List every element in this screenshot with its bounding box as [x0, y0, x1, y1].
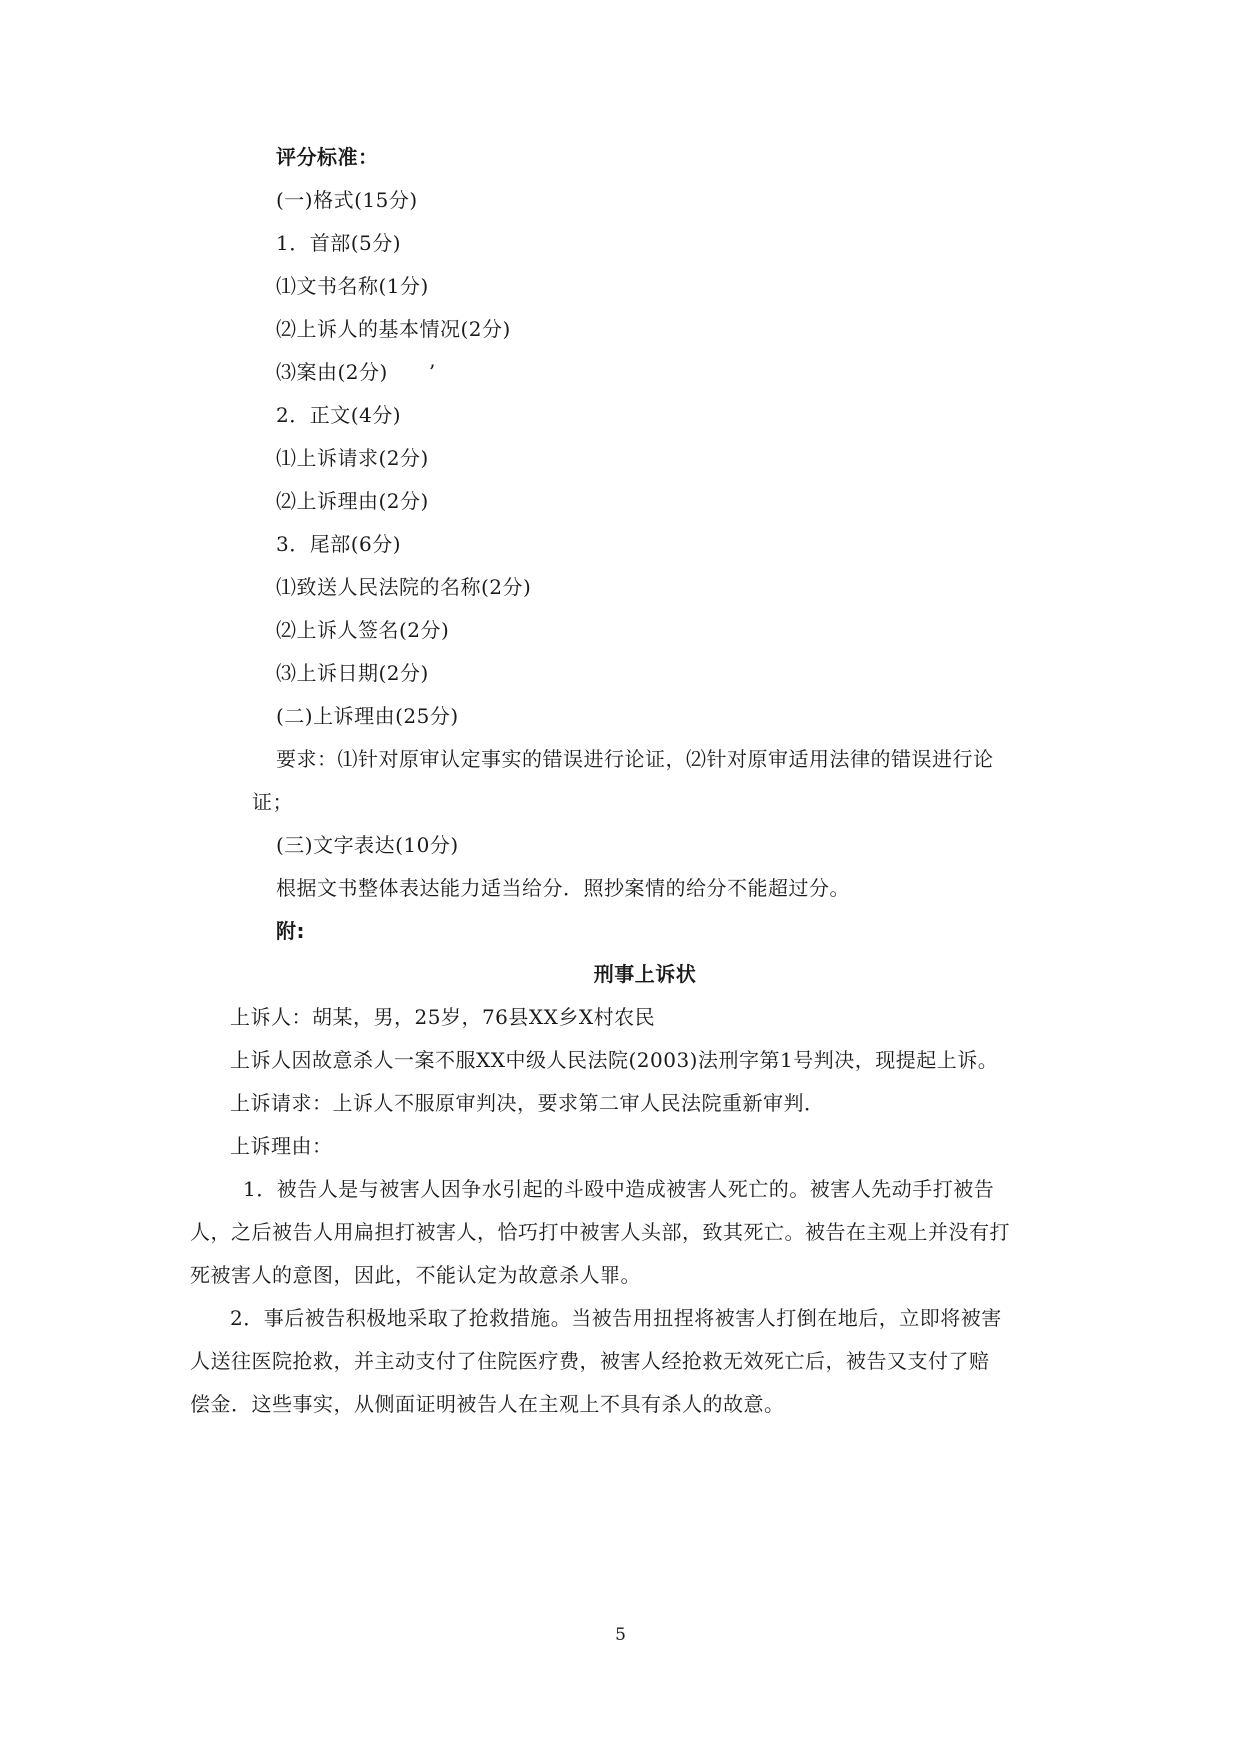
scoring-item: 2．正文(4分): [276, 403, 402, 427]
scoring-item: ⑴致送人民法院的名称(2分): [276, 575, 532, 599]
scoring-item: 3．尾部(6分): [276, 532, 402, 556]
reasons-label: 上诉理由：: [230, 1134, 333, 1158]
requirement-line: 要求：⑴针对原审认定事实的错误进行论证，⑵针对原审适用法律的错误进行论: [276, 747, 994, 771]
appeal-request: 上诉请求：上诉人不服原审判决，要求第二审人民法院重新审判．: [230, 1091, 825, 1115]
appellant-info: 上诉人：胡某，男，25岁，76县XX乡X村农民: [230, 1005, 656, 1029]
reason2-line: 偿金．这些事实，从侧面证明被告人在主观上不具有杀人的故意。: [190, 1392, 785, 1416]
scoring-item: (一)格式(15分): [276, 188, 418, 212]
page-number: 5: [615, 1625, 626, 1645]
language-note: 根据文书整体表达能力适当给分．照抄案情的给分不能超过分。: [276, 876, 850, 900]
case-statement: 上诉人因故意杀人一案不服XX中级人民法院(2003)法刑字第1号判决，现提起上诉。: [230, 1048, 999, 1072]
scoring-item: ⑵上诉人的基本情况(2分): [276, 317, 511, 341]
scoring-heading: 评分标准：: [276, 145, 379, 169]
reason1-line: 1．被告人是与被害人因争水引起的斗殴中造成被害人死亡的。被害人先动手打被告: [243, 1177, 995, 1201]
reason1-line: 死被害人的意图，因此，不能认定为故意杀人罪。: [190, 1263, 641, 1287]
reason2-line: 2．事后被告积极地采取了抢救措施。当被告用扭捏将被害人打倒在地后，立即将被害: [230, 1306, 1002, 1330]
requirement-line-continued: 证；: [252, 790, 293, 814]
language-item: (三)文字表达(10分): [276, 833, 459, 857]
scoring-item: 1．首部(5分): [276, 231, 402, 255]
appendix-label: 附:: [276, 919, 305, 943]
scoring-item: ⑵上诉人签名(2分): [276, 618, 450, 642]
scoring-item: ⑶案由(2分) ’: [276, 360, 436, 384]
scoring-item: ⑶上诉日期(2分): [276, 661, 429, 685]
appeal-title: 刑事上诉状: [593, 962, 697, 986]
scoring-item: ⑵上诉理由(2分): [276, 489, 429, 513]
reason2-line: 人送往医院抢救，并主动支付了住院医疗费，被害人经抢救无效死亡后，被告又支付了赔: [190, 1349, 990, 1373]
scoring-item: (二)上诉理由(25分): [276, 704, 459, 728]
scoring-item: ⑴文书名称(1分): [276, 274, 429, 298]
scoring-item: ⑴上诉请求(2分): [276, 446, 429, 470]
reason1-line: 人，之后被告人用扁担打被害人，恰巧打中被害人头部，致其死亡。被告在主观上并没有打: [190, 1220, 1010, 1244]
